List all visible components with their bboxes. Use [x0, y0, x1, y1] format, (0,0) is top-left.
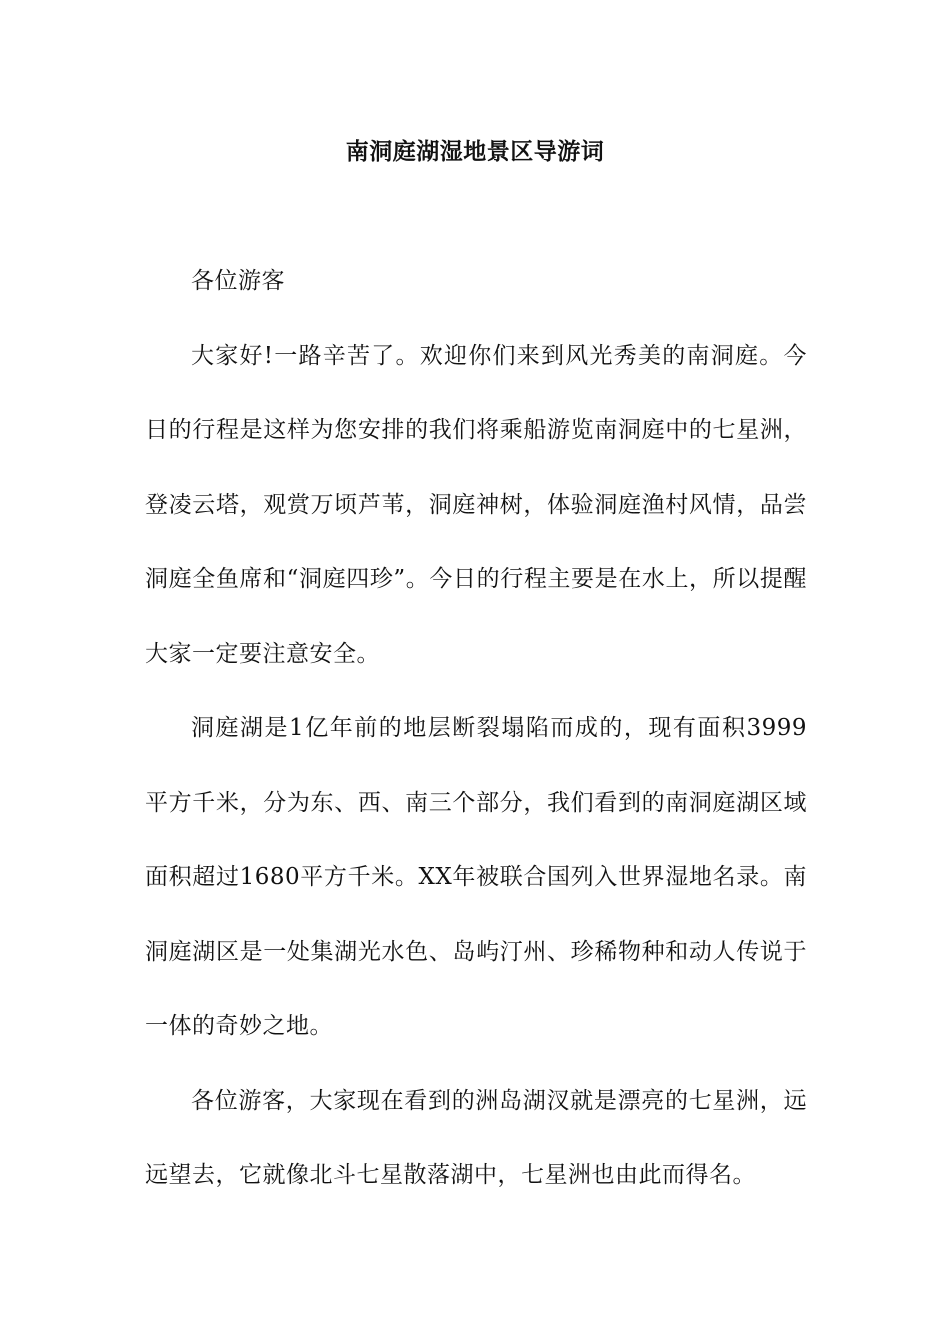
paragraph-lake-intro: 洞庭湖是1亿年前的地层断裂塌陷而成的，现有面积3999平方千米，分为东、西、南三个部分，我们看到的南洞庭湖区域面积超过1680平方千米。XX年被联合国列入世界湿地名录。南洞庭湖区是一处集湖光水色、岛屿汀州、珍稀物种和动人传说于一体的奇妙之地。 — [145, 715, 807, 1039]
paragraph-greeting: 各位游客 — [191, 268, 285, 294]
paragraph-qixingzhou: 各位游客，大家现在看到的洲岛湖汊就是漂亮的七星洲，远远望去，它就像北斗七星散落湖中，七星洲也由此而得名。 — [145, 1087, 807, 1188]
document-title: 南洞庭湖湿地景区导游词 — [345, 138, 605, 165]
paragraph-welcome: 大家好!一路辛苦了。欢迎你们来到风光秀美的南洞庭。今日的行程是这样为您安排的我们将乘船游览南洞庭中的七星洲，登凌云塔，观赏万顷芦苇，洞庭神树，体验洞庭渔村风情，品尝洞庭全鱼席和“洞庭四珍”。今日的行程主要是在水上，所以提醒大家一定要注意安全。 — [145, 342, 807, 667]
document-body — [145, 244, 807, 1213]
